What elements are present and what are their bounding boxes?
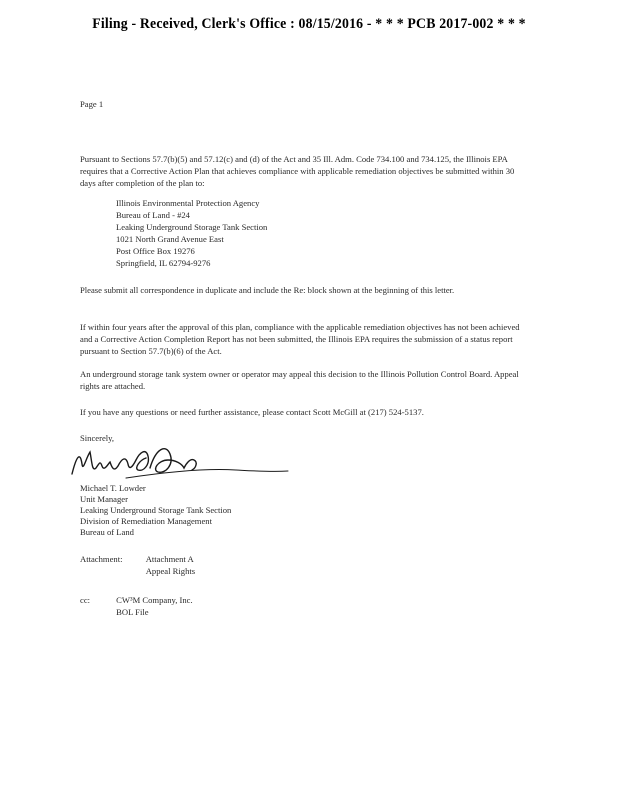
address-line: Illinois Environmental Protection Agency	[116, 198, 260, 208]
attachment-item: Attachment A	[145, 554, 194, 564]
closing: Sincerely,	[80, 433, 115, 443]
attachment-item: Appeal Rights	[145, 566, 196, 576]
address-line: Leaking Underground Storage Tank Section	[116, 222, 268, 232]
signature-block	[80, 482, 231, 537]
attachment-list	[80, 553, 195, 577]
cc-item: BOL File	[116, 607, 149, 617]
paragraph-corrective-action: Pursuant to Sections 57.7(b)(5) and 57.12(c) and (d) of the Act and 35 Ill. Adm. Code 734.100 and 734.125, the Illinois EPA requires that a Corrective Action Plan that achieves compliance with applicable remediation objectives be submitted within 30 days after completion of the plan to:	[80, 154, 515, 188]
handwritten-signature	[66, 438, 296, 488]
signer-bureau: Bureau of Land	[80, 527, 134, 537]
signer-division: Division of Remediation Management	[80, 516, 212, 526]
signer-name: Michael T. Lowder	[80, 483, 146, 493]
address-line: Post Office Box 19276	[116, 246, 195, 256]
address-line: Bureau of Land - #24	[116, 210, 190, 220]
mailing-address	[116, 197, 267, 269]
cc-item: CW³M Company, Inc.	[116, 595, 193, 605]
paragraph-correspondence: Please submit all correspondence in duplicate and include the Re: block shown at the beginning of this letter.	[80, 285, 455, 295]
paragraph-contact: If you have any questions or need further assistance, please contact Scott McGill at (217) 524-5137.	[80, 407, 424, 417]
cc-list	[80, 594, 193, 618]
paragraph-status-report: If within four years after the approval of this plan, compliance with the applicable remediation objectives has not been achieved and a Corrective Action Completion Report has not been submitted, the Illinois EPA requires the submission of a status report pursuant to Section 57.7(b)(6) of the Act.	[80, 322, 520, 356]
page-number: Page 1	[80, 99, 104, 109]
cc-label: cc:	[80, 595, 91, 605]
attachment-label: Attachment:	[80, 554, 123, 564]
paragraph-appeal: An underground storage tank system owner or operator may appeal this decision to the Illinois Pollution Control Board. Appeal rights are attached.	[80, 369, 519, 391]
address-line: 1021 North Grand Avenue East	[116, 234, 224, 244]
signer-title: Unit Manager	[80, 494, 128, 504]
address-line: Springfield, IL 62794-9276	[116, 258, 211, 268]
signer-section: Leaking Underground Storage Tank Section	[80, 505, 232, 515]
filing-stamp-header: Filing - Received, Clerk's Office : 08/15/2016 - * * * PCB 2017-002 * * *	[92, 16, 526, 32]
